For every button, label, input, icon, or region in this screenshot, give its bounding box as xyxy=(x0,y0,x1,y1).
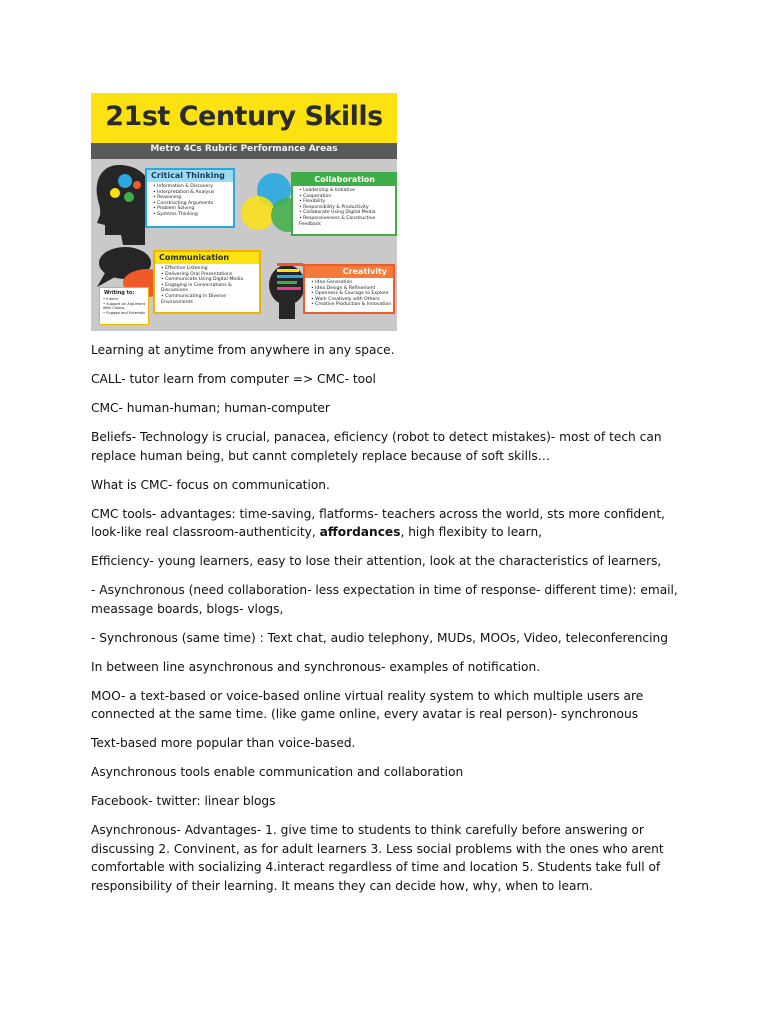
infographic-subtitle: Metro 4Cs Rubric Performance Areas xyxy=(150,144,338,154)
writing-heading: Writing to: xyxy=(104,290,135,296)
list-item: • Idea Design & Refinement xyxy=(311,286,391,292)
list-item: • Constructing Arguments xyxy=(153,201,214,207)
list-item: • Effective Listening xyxy=(161,266,259,272)
communication-list xyxy=(161,266,259,305)
paragraph: Asynchronous- Advantages- 1. give time to students to think carefully before answering or discussing 2. Convinent, as for adult learners 3. Less social problems with the ones who arent comfortable with socializing 4.interact regardless of time and location 5. Students take full of responsibility of their learning. It means they can decide how, why, when to learn. xyxy=(91,823,664,893)
list-item: • Engaging in Conversations & Discussions xyxy=(161,283,259,294)
list-item: • Idea Generation xyxy=(311,280,391,286)
list-item: • Work Creatively with Others xyxy=(311,297,391,303)
paragraph: Text-based more popular than voice-based. xyxy=(91,736,356,750)
brain-gear-icon xyxy=(118,174,132,188)
writing-box xyxy=(99,287,149,325)
brain-gear-icon xyxy=(110,188,120,198)
list-item: • Problem Solving xyxy=(153,206,214,212)
skills-infographic xyxy=(91,93,397,331)
paragraph: Facebook- twitter: linear blogs xyxy=(91,794,276,808)
paragraph: MOO- a text-based or voice-based online virtual reality system to which multiple users are connected at the same time. (like game online, every avatar is real person)- synchronous xyxy=(91,688,644,721)
list-item: • Responsiveness & Constructive Feedback xyxy=(299,216,395,227)
critical-thinking-heading: Critical Thinking xyxy=(147,170,233,182)
critical-thinking-list xyxy=(153,184,214,218)
critical-thinking-box xyxy=(145,168,235,228)
list-item: • Inform xyxy=(103,297,148,302)
document-body xyxy=(91,341,691,906)
paragraph-text: CMC tools- advantages: time-saving, flatforms- teachers across the world, sts more confident, look-like real classroom-authenticity, xyxy=(91,506,666,539)
list-item: • Communicating in Diverse Environments xyxy=(161,294,259,305)
paragraph: - Asynchronous (need collaboration- less expectation in time of response- different time): email, meassage boards, blogs- vlogs, xyxy=(91,583,678,616)
communication-heading: Communication xyxy=(155,252,259,264)
paragraph: In between line asynchronous and synchronous- examples of notification. xyxy=(91,659,541,674)
infographic-title: 21st Century Skills xyxy=(105,101,383,132)
paragraph: What is CMC- focus on communication. xyxy=(91,477,330,492)
brain-gear-icon xyxy=(124,192,134,202)
list-item: • Communicate Using Digital Media xyxy=(161,277,259,283)
paragraph: Asynchronous tools enable communication and collaboration xyxy=(91,765,464,779)
creativity-list xyxy=(311,280,391,308)
venn-circle-icon xyxy=(241,196,275,230)
collaboration-box xyxy=(291,172,397,236)
list-item: • Flexibility xyxy=(299,199,395,205)
list-item: • Reasoning xyxy=(153,195,214,201)
list-item: • Information & Discovery xyxy=(153,184,214,190)
list-item: • Engage and Entertain xyxy=(103,311,148,316)
collaboration-heading: Collaboration xyxy=(293,174,395,186)
communication-box xyxy=(153,250,261,314)
writing-list xyxy=(103,297,148,315)
paragraph xyxy=(91,505,691,542)
paragraph: - Synchronous (same time) : Text chat, audio telephony, MUDs, MOOs, Video, teleconferencing xyxy=(91,630,668,645)
paragraph: CALL- tutor learn from computer => CMC- tool xyxy=(91,372,376,386)
paragraph: Beliefs- Technology is crucial, panacea, eficiency (robot to detect mistakes)- most of tech can replace human being, but cannt completely replace because of soft skills… xyxy=(91,430,662,463)
list-item: • Leadership & Initiative xyxy=(299,188,395,194)
list-item: • Systems Thinking xyxy=(153,212,214,218)
paragraph: Efficiency- young learners, easy to lose their attention, look at the characteristics of learners, xyxy=(91,554,662,568)
bold-term: affordances xyxy=(319,525,401,539)
list-item: • Interpretation & Analysis xyxy=(153,190,214,196)
creativity-box xyxy=(303,264,395,314)
list-item: • Support an Argument With Claims xyxy=(103,302,148,311)
paragraph-text: , high flexibity to learn, xyxy=(400,525,543,539)
list-item: • Delivering Oral Presentations xyxy=(161,272,259,278)
list-item: • Collaborate Using Digital Media xyxy=(299,210,395,216)
paragraph: Learning at anytime from anywhere in any space. xyxy=(91,343,395,357)
list-item: • Responsibility & Productivity xyxy=(299,205,395,211)
creativity-heading: Creativity xyxy=(305,266,393,278)
list-item: • Creative Production & Innovation xyxy=(311,302,391,308)
list-item: • Openness & Courage to Explore xyxy=(311,291,391,297)
paragraph: CMC- human-human; human-computer xyxy=(91,401,330,415)
list-item: • Cooperation xyxy=(299,194,395,200)
collaboration-list xyxy=(299,188,395,227)
brain-gear-icon xyxy=(133,181,141,189)
